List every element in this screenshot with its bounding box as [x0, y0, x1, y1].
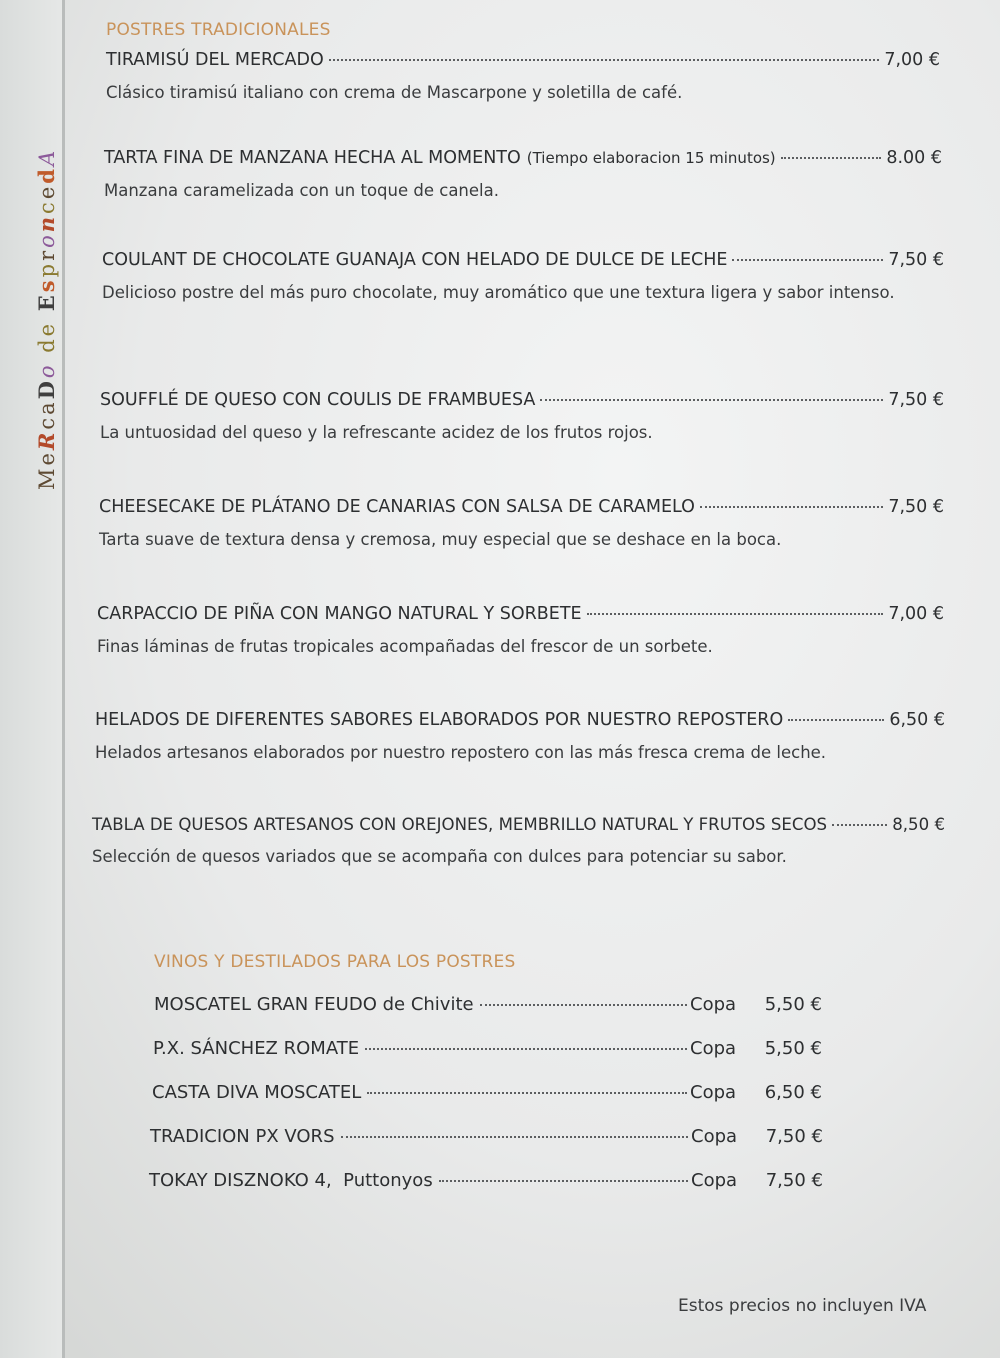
brand-part: n: [34, 213, 59, 233]
dessert-note: (Tiempo elaboracion 15 minutos): [526, 149, 776, 167]
dessert-name: CARPACCIO DE PIÑA CON MANGO NATURAL Y SORBETE: [97, 604, 582, 624]
dessert-price: 7,50 €: [888, 250, 944, 270]
wine-name: TOKAY DISZNOKO 4, Puttonyos: [149, 1170, 433, 1191]
dessert-price: 7,50 €: [888, 390, 944, 410]
dessert-price: 8.00 €: [886, 148, 942, 168]
brand-part: o: [35, 232, 59, 248]
brand-part: R: [34, 429, 59, 451]
dessert-price: 7,00 €: [884, 50, 940, 70]
brand-part: Me: [35, 450, 59, 490]
wines-heading: VINOS Y DESTILADOS PARA LOS POSTRES: [154, 952, 516, 972]
leader-dots: [587, 613, 884, 615]
wine-price: 5,50 €: [764, 1038, 822, 1059]
wine-price: 7,50 €: [765, 1170, 823, 1191]
wine-row: [149, 1170, 823, 1191]
brand-part: ca: [35, 399, 59, 430]
dessert-description: Finas láminas de frutas tropicales acompañadas del frescor de un sorbete.: [97, 637, 713, 656]
leader-dots: [367, 1092, 687, 1094]
dessert-row: [97, 604, 944, 624]
leader-dots: [788, 719, 884, 721]
leader-dots: [365, 1048, 687, 1050]
dessert-row: [99, 497, 944, 517]
dessert-item: [99, 497, 944, 559]
wine-name: MOSCATEL GRAN FEUDO de Chivite: [154, 994, 474, 1015]
dessert-description: Delicioso postre del más puro chocolate, muy aromático que une textura ligera y sabor intenso.: [102, 283, 895, 302]
tax-note: Estos precios no incluyen IVA: [678, 1296, 927, 1316]
brand-part: s: [34, 277, 59, 293]
leader-dots: [700, 506, 883, 508]
wine-price: 7,50 €: [765, 1126, 823, 1147]
wine-name: P.X. SÁNCHEZ ROMATE: [153, 1038, 360, 1059]
desserts-heading: POSTRES TRADICIONALES: [106, 20, 331, 40]
dessert-price: 7,00 €: [888, 604, 944, 624]
wine-row: [152, 1082, 822, 1103]
wine-name: CASTA DIVA MOSCATEL: [152, 1082, 362, 1103]
leader-dots: [480, 1004, 687, 1006]
wine-unit: Copa: [690, 1082, 737, 1103]
dessert-item: [100, 390, 944, 452]
brand-part: e: [35, 183, 59, 200]
brand-part: c: [35, 199, 59, 214]
dessert-price: 6,50 €: [889, 710, 945, 730]
dessert-name: SOUFFLÉ DE QUESO CON COULIS DE FRAMBUESA: [100, 390, 536, 410]
dessert-item: [106, 50, 940, 112]
wine-unit: Copa: [690, 1038, 737, 1059]
dessert-item: [102, 250, 944, 312]
leader-dots: [540, 399, 883, 401]
dessert-name: TARTA FINA DE MANZANA HECHA AL MOMENTO: [104, 148, 521, 168]
wine-unit: Copa: [691, 1170, 738, 1191]
dessert-row: [92, 815, 945, 834]
dessert-description: Clásico tiramisú italiano con crema de Mascarpone y soletilla de café.: [106, 83, 683, 102]
leader-dots: [781, 157, 882, 159]
brand-part: de: [35, 311, 59, 363]
dessert-row: [104, 148, 942, 168]
wine-price: 6,50 €: [764, 1082, 822, 1103]
dessert-description: Manzana caramelizada con un toque de canela.: [104, 181, 499, 200]
dessert-description: La untuosidad del queso y la refrescante acidez de los frutos rojos.: [100, 423, 653, 442]
wine-row: [154, 994, 822, 1015]
leader-dots: [341, 1136, 689, 1138]
brand-part: d: [34, 166, 59, 184]
dessert-item: [104, 148, 942, 210]
brand-part: p: [35, 260, 59, 278]
wine-row: [150, 1126, 823, 1147]
wine-unit: Copa: [691, 1126, 738, 1147]
dessert-price: 8,50 €: [892, 815, 945, 834]
dessert-item: [95, 710, 945, 772]
dessert-row: [106, 50, 940, 70]
leader-dots: [832, 824, 887, 826]
brand-part: r: [35, 247, 59, 261]
leader-dots: [732, 259, 883, 261]
dessert-name: COULANT DE CHOCOLATE GUANAJA CON HELADO DE DULCE DE LECHE: [102, 250, 728, 270]
dessert-row: [102, 250, 944, 270]
wine-price: 5,50 €: [764, 994, 822, 1015]
leader-dots: [439, 1180, 688, 1182]
dessert-name: HELADOS DE DIFERENTES SABORES ELABORADOS POR NUESTRO REPOSTERO: [95, 710, 784, 730]
dessert-item: [92, 815, 945, 876]
brand-part: E: [34, 292, 59, 312]
leader-dots: [329, 59, 880, 61]
dessert-price: 7,50 €: [888, 497, 944, 517]
dessert-description: Selección de quesos variados que se acompaña con dulces para potenciar su sabor.: [92, 847, 787, 866]
dessert-item: [97, 604, 944, 666]
brand-part: o: [35, 362, 59, 379]
dessert-description: Helados artesanos elaborados por nuestro repostero con las más fresca crema de leche.: [95, 743, 827, 762]
wine-name: TRADICION PX VORS: [150, 1126, 335, 1147]
brand-part: A: [35, 147, 59, 167]
dessert-description: Tarta suave de textura densa y cremosa, muy especial que se deshace en la boca.: [99, 530, 782, 549]
dessert-name: CHEESECAKE DE PLÁTANO DE CANARIAS CON SALSA DE CARAMELO: [99, 497, 695, 517]
wine-unit: Copa: [690, 994, 737, 1015]
wine-row: [153, 1038, 822, 1059]
dessert-row: [95, 710, 945, 730]
brand-part: D: [34, 378, 59, 400]
dessert-row: [100, 390, 944, 410]
dessert-name: TABLA DE QUESOS ARTESANOS CON OREJONES, MEMBRILLO NATURAL Y FRUTOS SECOS: [92, 815, 828, 834]
dessert-name: TIRAMISÚ DEL MERCADO: [106, 50, 324, 70]
